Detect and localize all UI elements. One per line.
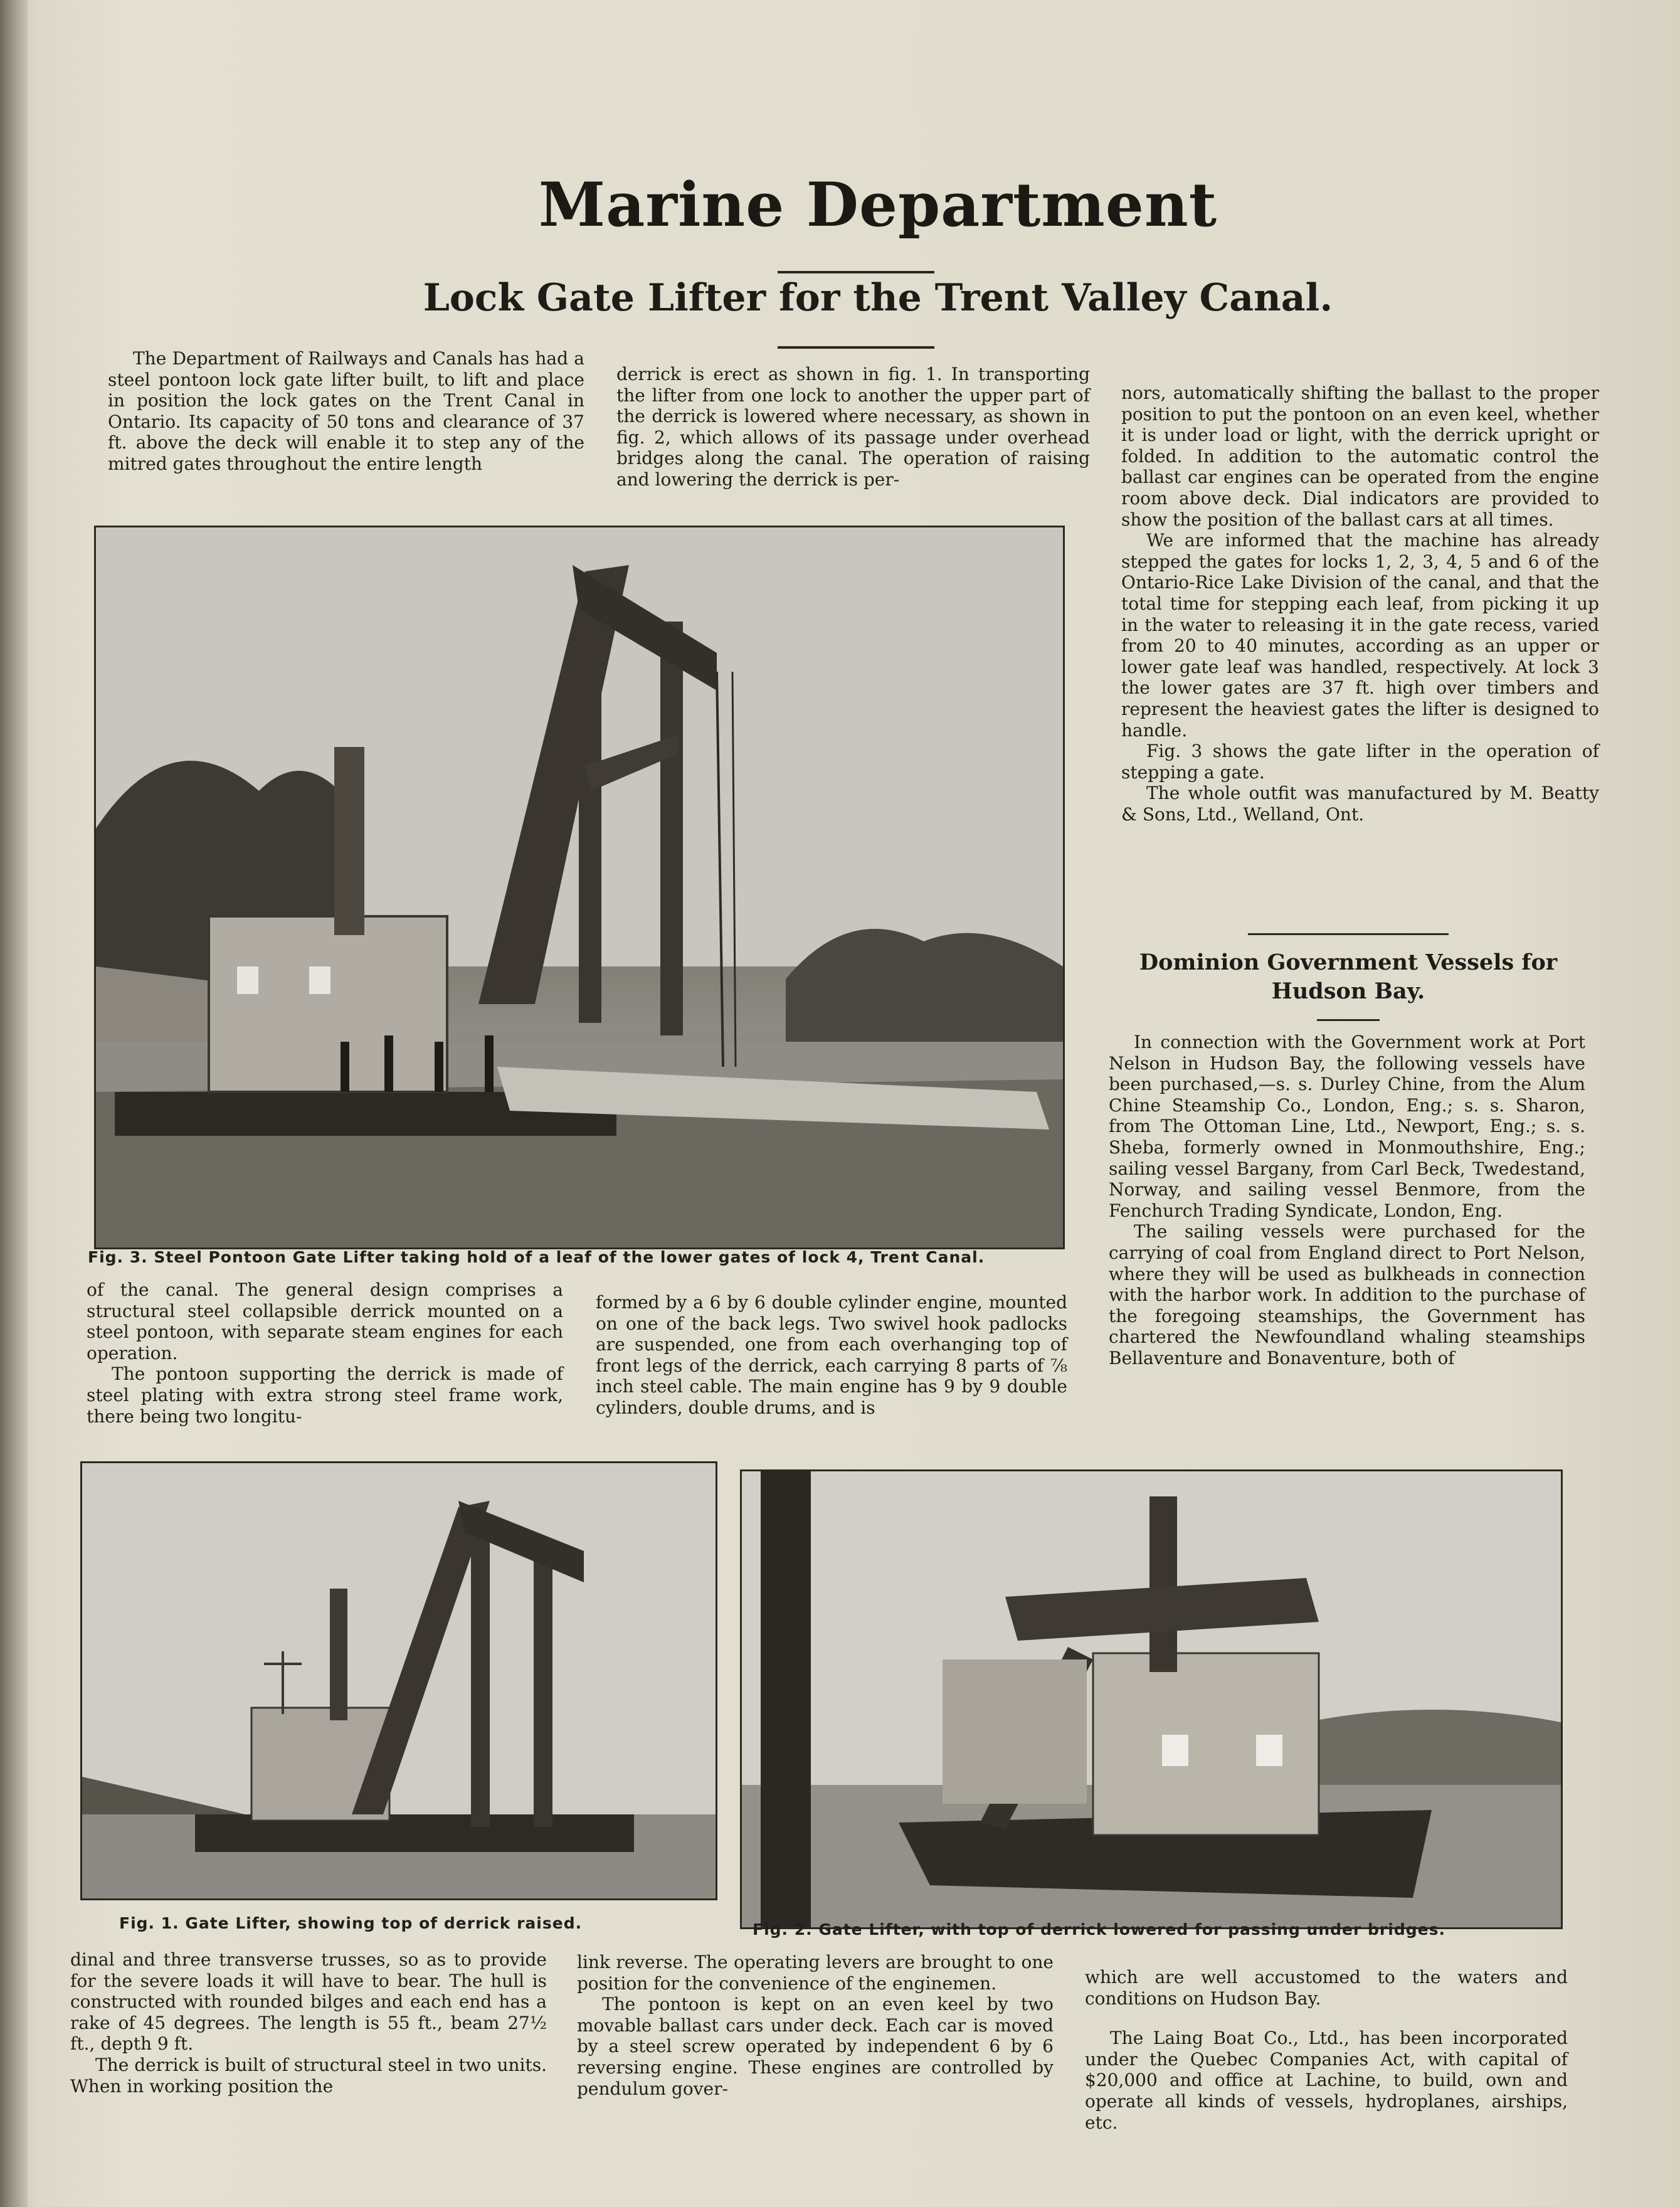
paragraph: In connection with the Government work at Port Nelson in Hudson Bay, the following vessels have been purchased,—s. s. Durley Chine, from the Alum Chine Steamship Co., London, Eng.; s. s. Sharon, from The Ottoman Line, Ltd., Newport, Eng.; s. s. Sheba, formerly owned in Monmouthshire, Eng.; sailing vessel Bargany, from Carl Beck, Twedestand, Norway, and sailing vessel Benmore, from the Fenchurch Trading Syndicate, London, Eng. <box>1109 1032 1585 1221</box>
sidebar-heading: Dominion Government Vessels for Hudson Bay. <box>1139 950 1558 1004</box>
paragraph: We are informed that the machine has already stepped the gates for locks 1, 2, 3, 4, 5 and 6 of the Ontario-Rice Lake Division of the canal, and that the total time for stepping each leaf, from picking it up in the water to releasing it in the gate recess, varied from 20 to 40 minutes, according as an upper or lower gate leaf was handled, respectively. At lock 3 the lower gates are 37 ft. high over timbers and represent the heaviest gates the lifter is designed to handle. <box>1121 530 1599 741</box>
book-gutter <box>0 0 28 2207</box>
gate-lifter-raised-image <box>82 1463 716 1898</box>
article-col2-top <box>616 364 1090 490</box>
article-col1-bottom <box>70 1949 547 2097</box>
paragraph: The pontoon supporting the derrick is made of steel plating with extra strong steel frame work, there being two longitu- <box>87 1363 563 1427</box>
paragraph: The sailing vessels were purchased for the carrying of coal from England direct to Port Nelson, where they will be used as bulkheads in connection with the harbor work. In addition to the purchase of the foregoing steamships, the Government has chartered the Newfoundland whaling steamships Bellaventure and Bonaventure, both of <box>1109 1221 1585 1368</box>
article-col2-bottom <box>577 1952 1054 2099</box>
paragraph: nors, automatically shifting the ballast to the proper position to put the pontoon on an even keel, whether it is under load or light, with the derrick upright or folded. In addition to the automatic control the ballast car engines can be operated from the engine room above deck. Dial indicators are provided to show the position of the ballast cars at all times. <box>1121 383 1599 530</box>
fig1-photo <box>80 1461 717 1900</box>
article-col1-top <box>108 348 584 475</box>
paragraph: of the canal. The general design comprises a structural steel collapsible derrick mounted on a steel pontoon, with separate steam engines for each operation. <box>87 1279 563 1363</box>
paragraph: The Laing Boat Co., Ltd., has been incorporated under the Quebec Companies Act, with capital of $20,000 and office at Lachine, to build, own and operate all kinds of vessels, hydroplanes, airships, etc. <box>1085 2028 1568 2133</box>
paragraph: The whole outfit was manufactured by M. Beatty & Sons, Ltd., Welland, Ont. <box>1121 783 1599 825</box>
sidebar-col-bottom <box>1085 1967 1568 2133</box>
paragraph: formed by a 6 by 6 double cylinder engine, mounted on one of the back legs. Two swivel hook padlocks are suspended, one from each overhanging top of front legs of the derrick, each carrying 8 parts of ⅞ inch steel cable. The main engine has 9 by 9 double cylinders, double drums, and is <box>596 1292 1067 1418</box>
gate-lifter-lowered-image <box>742 1471 1561 1927</box>
gate-lifter-image <box>96 527 1063 1247</box>
article-col1-mid <box>87 1279 563 1427</box>
fig2-photo <box>740 1469 1563 1929</box>
paragraph: The Department of Railways and Canals has had a steel pontoon lock gate lifter built, to lift and place in position the lock gates on the Trent Canal in Ontario. Its capacity of 50 tons and clearance of 37 ft. above the deck will enable it to step any of the mitred gates throughout the entire length <box>108 348 584 474</box>
sidebar-col-top <box>1109 1032 1585 1369</box>
paragraph: Fig. 3 shows the gate lifter in the operation of stepping a gate. <box>1121 741 1599 783</box>
paragraph: dinal and three transverse trusses, so as to provide for the severe loads it will have to bear. The hull is constructed with rounded bilges and each end has a rake of 45 degrees. The length is 55 ft., beam 27½ ft., depth 9 ft. <box>70 1949 547 2055</box>
paragraph: link reverse. The operating levers are brought to one position for the convenience of the enginemen. <box>577 1952 1054 1994</box>
subtitle-rule <box>778 346 934 349</box>
fig2-caption: Fig. 2. Gate Lifter, with top of derrick lowered for passing under bridges. <box>753 1920 1445 1939</box>
paragraph: which are well accustomed to the waters and conditions on Hudson Bay. <box>1085 1967 1568 2009</box>
article-col2-mid <box>596 1292 1067 1419</box>
section-rule <box>1248 933 1449 935</box>
paragraph: derrick is erect as shown in fig. 1. In transporting the lifter from one lock to another the upper part of the derrick is lowered where necessary, as shown in fig. 2, which allows of its passage under overhead bridges along the canal. The operation of raising and lowering the derrick is per- <box>616 364 1090 490</box>
page-title: Marine Department <box>538 169 1218 240</box>
article-col3-top <box>1121 383 1599 825</box>
paragraph: The pontoon is kept on an even keel by two movable ballast cars under deck. Each car is moved by a steel screw operated by independent 6 by 6 reversing engine. These engines are controlled by pendulum gover- <box>577 1994 1054 2099</box>
title-rule <box>778 271 934 273</box>
fig3-photo <box>94 526 1065 1249</box>
article-title: Lock Gate Lifter for the Trent Valley Canal. <box>423 276 1333 320</box>
paragraph: The derrick is built of structural steel in two units. When in working position the <box>70 2054 547 2097</box>
fig3-caption: Fig. 3. Steel Pontoon Gate Lifter taking hold of a leaf of the lower gates of lock 4, Trent Canal. <box>88 1248 985 1266</box>
sidebar-rule <box>1317 1019 1380 1021</box>
fig1-caption: Fig. 1. Gate Lifter, showing top of derrick raised. <box>119 1914 583 1932</box>
